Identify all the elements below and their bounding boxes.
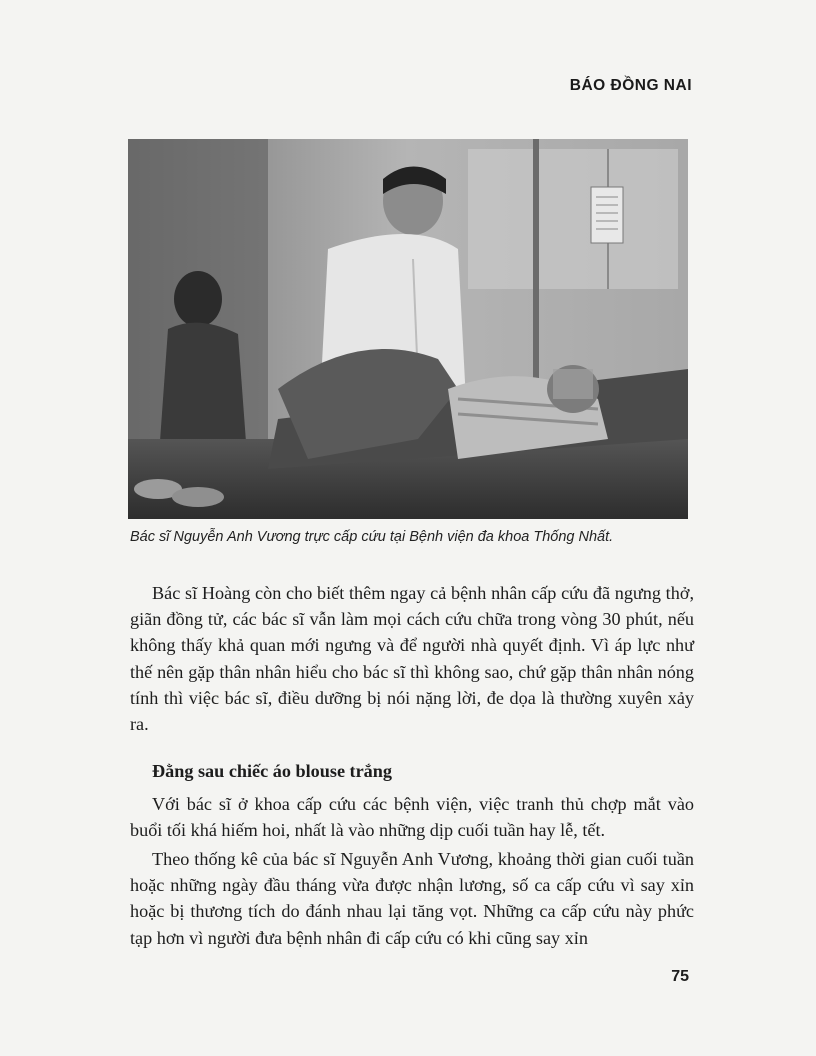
article-paragraph: Theo thống kê của bác sĩ Nguyễn Anh Vương, khoảng thời gian cuối tuần hoặc những ngày đầu tháng vừa được nhận lương, số ca cấp cứu vì say xỉn hoặc bị thương tích do đánh nhau lại tăng vọt. Những ca cấp cứu này phức tạp hơn vì người đưa bệnh nhân đi cấp cứu có khi cũng say xỉn (130, 849, 694, 948)
article-paragraph: Bác sĩ Hoàng còn cho biết thêm ngay cả bệnh nhân cấp cứu đã ngưng thở, giãn đồng tử, các bác sĩ vẫn làm mọi cách cứu chữa trong vòng 30 phút, nếu không thấy khả quan mới ngưng và để người nhà quyết định. Vì áp lực như thế nên gặp thân nhân hiểu cho bác sĩ thì không sao, chứ gặp thân nhân nóng tính thì việc bác sĩ, điều dưỡng bị nói nặng lời, đe dọa là thường xuyên xảy ra. (130, 583, 694, 735)
section-heading: Đằng sau chiếc áo blouse trắng (152, 761, 392, 781)
photo-illustration (128, 139, 688, 519)
running-header: BÁO ĐỒNG NAI (569, 77, 692, 94)
page-number: 75 (671, 968, 689, 985)
article-paragraph: Với bác sĩ ở khoa cấp cứu các bệnh viện, việc tranh thủ chợp mắt vào buổi tối khá hiếm hoi, nhất là vào những dịp cuối tuần hay lễ, tết. (130, 794, 694, 841)
photo-caption: Bác sĩ Nguyễn Anh Vương trực cấp cứu tại Bệnh viện đa khoa Thống Nhất. (130, 529, 614, 545)
photo-emergency-room (128, 139, 688, 519)
